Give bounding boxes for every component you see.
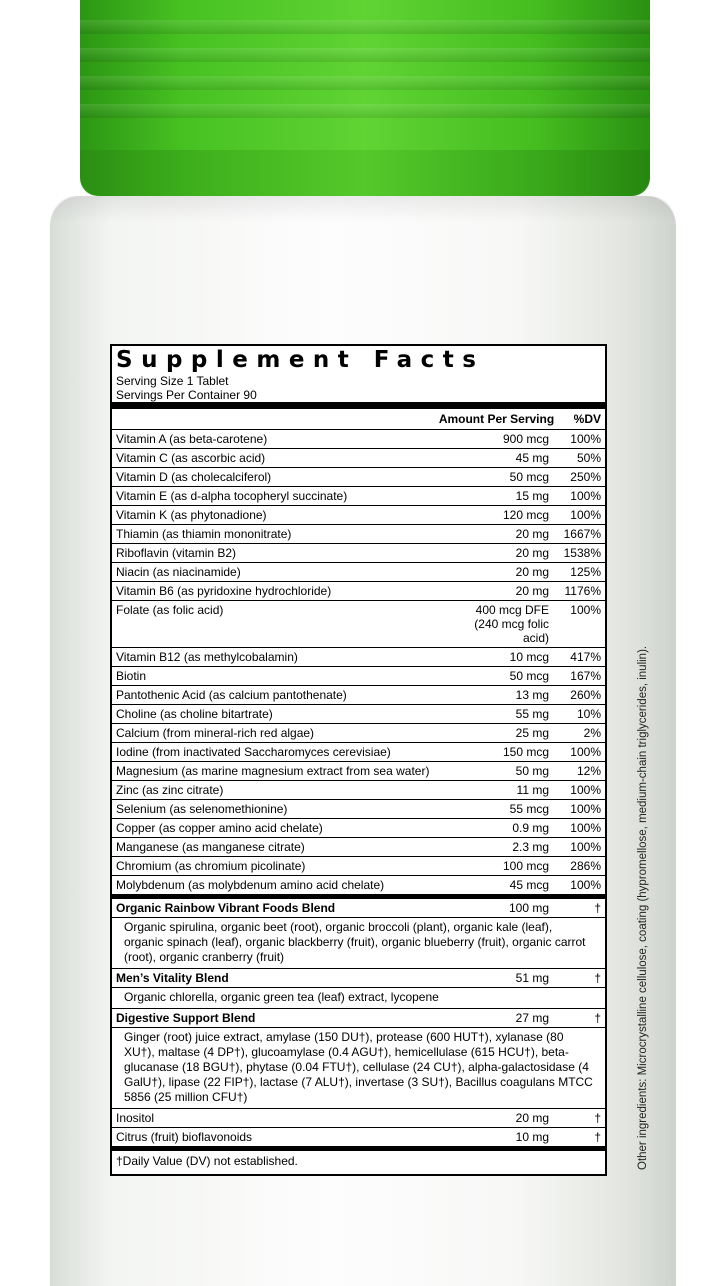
nutrient-amount: 20 mg bbox=[515, 546, 549, 560]
nutrient-amount: 55 mg bbox=[515, 707, 549, 721]
nutrient-dv: 1176% bbox=[564, 584, 601, 598]
nutrient-name: Zinc (as zinc citrate) bbox=[116, 783, 224, 797]
nutrient-amount: 11 mg bbox=[516, 783, 549, 797]
nutrient-dv: 260% bbox=[570, 688, 601, 702]
nutrient-amount: 45 mg bbox=[515, 451, 549, 465]
other-nutrient-dv: † bbox=[594, 1111, 601, 1125]
blend-name: Digestive Support Blend bbox=[116, 1011, 256, 1025]
blend-amount: 100 mg bbox=[508, 901, 549, 915]
nutrient-dv: 1538% bbox=[563, 546, 601, 560]
nutrient-amount: 20 mg bbox=[515, 565, 549, 579]
nutrient-row bbox=[112, 468, 605, 487]
nutrient-name: Niacin (as niacinamide) bbox=[116, 565, 241, 579]
nutrient-dv: 100% bbox=[570, 783, 601, 797]
blend-dv: † bbox=[594, 1011, 601, 1025]
other-nutrient-row bbox=[112, 1109, 605, 1128]
nutrient-dv: 100% bbox=[570, 821, 601, 835]
nutrient-list bbox=[112, 430, 605, 895]
blend-name: Men’s Vitality Blend bbox=[116, 971, 229, 985]
blend-row bbox=[112, 969, 605, 988]
nutrient-amount: 55 mcg bbox=[509, 802, 549, 816]
serving-size: Serving Size 1 Tablet bbox=[116, 374, 229, 388]
nutrient-dv: 100% bbox=[570, 489, 601, 503]
nutrient-dv: 167% bbox=[570, 669, 601, 683]
nutrient-dv: 100% bbox=[570, 508, 601, 522]
nutrient-name: Vitamin B12 (as methylcobalamin) bbox=[116, 650, 298, 664]
nutrient-dv: 100% bbox=[570, 878, 601, 892]
nutrient-row bbox=[112, 563, 605, 582]
nutrient-amount: 20 mg bbox=[515, 527, 549, 541]
nutrient-name: Copper (as copper amino acid chelate) bbox=[116, 821, 323, 835]
blend-name: Organic Rainbow Vibrant Foods Blend bbox=[116, 901, 336, 915]
nutrient-dv: 286% bbox=[570, 859, 601, 873]
nutrient-name: Selenium (as selenomethionine) bbox=[116, 802, 288, 816]
nutrient-row bbox=[112, 582, 605, 601]
nutrient-amount: 50 mcg bbox=[509, 470, 549, 484]
nutrient-amount: 25 mg bbox=[515, 726, 549, 740]
nutrient-amount: 15 mg bbox=[515, 489, 549, 503]
blend-row bbox=[112, 1009, 605, 1028]
nutrient-amount: 0.9 mg bbox=[512, 821, 549, 835]
blend-amount: 27 mg bbox=[515, 1011, 549, 1025]
nutrient-name: Magnesium (as marine magnesium extract from sea water) bbox=[116, 764, 430, 778]
nutrient-row bbox=[112, 743, 605, 762]
nutrient-name: Vitamin D (as cholecalciferol) bbox=[116, 470, 272, 484]
nutrient-name: Choline (as choline bitartrate) bbox=[116, 707, 273, 721]
nutrient-row bbox=[112, 601, 605, 648]
nutrient-row bbox=[112, 781, 605, 800]
nutrient-name: Vitamin B6 (as pyridoxine hydrochloride) bbox=[116, 584, 332, 598]
nutrient-dv: 100% bbox=[570, 802, 601, 816]
cap-lip bbox=[80, 150, 650, 196]
nutrient-dv: 2% bbox=[583, 726, 601, 740]
nutrient-amount: 13 mg bbox=[515, 688, 549, 702]
nutrient-name: Riboflavin (vitamin B2) bbox=[116, 546, 237, 560]
nutrient-amount: 100 mcg bbox=[502, 859, 549, 873]
blend-dv: † bbox=[594, 971, 601, 985]
other-ingredients: Other ingredients: Microcrystalline cellulose, coating (hypromellose, medium-chain triglycerides, inulin). bbox=[637, 645, 649, 1170]
nutrient-row bbox=[112, 449, 605, 468]
nutrient-amount: 45 mcg bbox=[509, 878, 549, 892]
nutrient-row bbox=[112, 705, 605, 724]
nutrient-name: Folate (as folic acid) bbox=[116, 603, 224, 617]
nutrient-amount: 120 mcg bbox=[502, 508, 549, 522]
nutrient-amount: 20 mg bbox=[515, 584, 549, 598]
nutrient-row bbox=[112, 648, 605, 667]
nutrient-name: Molybdenum (as molybdenum amino acid chelate) bbox=[116, 878, 385, 892]
footnote: †Daily Value (DV) not established. bbox=[116, 1154, 298, 1168]
servings-per-container: Servings Per Container 90 bbox=[116, 388, 257, 402]
other-nutrient-name: Citrus (fruit) bioflavonoids bbox=[116, 1130, 253, 1144]
nutrient-name: Vitamin A (as beta-carotene) bbox=[116, 432, 268, 446]
amount-header: Amount Per Serving bbox=[438, 412, 555, 426]
nutrient-row bbox=[112, 876, 605, 895]
nutrient-dv: 125% bbox=[570, 565, 601, 579]
nutrient-amount: 900 mcg bbox=[502, 432, 549, 446]
other-nutrient-amount: 20 mg bbox=[515, 1111, 549, 1125]
blend-list bbox=[112, 899, 605, 1109]
nutrient-name: Manganese (as manganese citrate) bbox=[116, 840, 305, 854]
nutrient-row bbox=[112, 487, 605, 506]
nutrient-dv: 100% bbox=[570, 840, 601, 854]
nutrient-amount: 50 mcg bbox=[509, 669, 549, 683]
nutrient-amount: 50 mg bbox=[515, 764, 549, 778]
blend-ingredients: Organic spirulina, organic beet (root), organic broccoli (plant), organic kale (leaf), organic spinach (leaf), organic blackberry (fruit), organic blueberry (fruit), organic carrot (root), organic cranberry (fruit) bbox=[112, 918, 605, 969]
blend-row bbox=[112, 899, 605, 918]
nutrient-dv: 12% bbox=[576, 764, 601, 778]
nutrient-amount: 10 mcg bbox=[509, 650, 549, 664]
nutrient-amount: 150 mcg bbox=[502, 745, 549, 759]
dv-header: %DV bbox=[573, 412, 601, 426]
blend-ingredients: Ginger (root) juice extract, amylase (150 DU†), protease (600 HUT†), xylanase (80 XU†), maltase (4 DP†), glucoamylase (0.4 AGU†), hemicellulase (615 HCU†), beta-glucanase (18 BGU†), phytase (0.04 FTU†), cellulase (24 CU†), alpha-galactosidase (4 GalU†), lipase (22 FIP†), lactase (7 ALU†), invertase (3 SU†), Bacillus coagulans MTCC 5856 (25 million CFU†) bbox=[112, 1028, 605, 1109]
blend-dv: † bbox=[594, 901, 601, 915]
nutrient-row bbox=[112, 544, 605, 563]
nutrient-dv: 100% bbox=[570, 745, 601, 759]
other-nutrient-name: Inositol bbox=[116, 1111, 155, 1125]
nutrient-dv: 50% bbox=[576, 451, 601, 465]
nutrient-dv: 417% bbox=[570, 650, 601, 664]
nutrient-dv: 100% bbox=[570, 603, 601, 617]
nutrient-name: Thiamin (as thiamin mononitrate) bbox=[116, 527, 292, 541]
panel-title: Supplement Facts bbox=[116, 347, 485, 373]
nutrient-name: Vitamin E (as d-alpha tocopheryl succinate) bbox=[116, 489, 348, 503]
nutrient-dv: 250% bbox=[570, 470, 601, 484]
nutrient-row bbox=[112, 724, 605, 743]
nutrient-row bbox=[112, 667, 605, 686]
nutrient-name: Iodine (from inactivated Saccharomyces cerevisiae) bbox=[116, 745, 391, 759]
other-list bbox=[112, 1109, 605, 1147]
nutrient-name: Calcium (from mineral-rich red algae) bbox=[116, 726, 315, 740]
nutrient-row bbox=[112, 838, 605, 857]
nutrient-dv: 100% bbox=[570, 432, 601, 446]
other-nutrient-amount: 10 mg bbox=[515, 1130, 549, 1144]
nutrient-name: Chromium (as chromium picolinate) bbox=[116, 859, 306, 873]
nutrient-row bbox=[112, 686, 605, 705]
nutrient-amount: 2.3 mg bbox=[512, 840, 549, 854]
nutrient-name: Vitamin K (as phytonadione) bbox=[116, 508, 267, 522]
divider-thick bbox=[112, 402, 605, 409]
nutrient-amount: 400 mcg DFE (240 mcg folic acid) bbox=[474, 603, 549, 645]
nutrient-row bbox=[112, 762, 605, 781]
nutrient-dv: 1667% bbox=[563, 527, 601, 541]
bottle-cap bbox=[80, 0, 650, 196]
blend-amount: 51 mg bbox=[515, 971, 549, 985]
column-header bbox=[112, 409, 605, 430]
nutrient-row bbox=[112, 800, 605, 819]
nutrient-row bbox=[112, 430, 605, 449]
nutrient-row bbox=[112, 857, 605, 876]
supplement-facts-panel bbox=[110, 344, 607, 1176]
bottle-shoulder bbox=[50, 196, 676, 222]
other-nutrient-row bbox=[112, 1128, 605, 1147]
nutrient-dv: 10% bbox=[576, 707, 601, 721]
nutrient-row bbox=[112, 525, 605, 544]
nutrient-row bbox=[112, 506, 605, 525]
blend-ingredients: Organic chlorella, organic green tea (leaf) extract, lycopene bbox=[112, 988, 605, 1009]
nutrient-name: Biotin bbox=[116, 669, 147, 683]
nutrient-row bbox=[112, 819, 605, 838]
nutrient-name: Vitamin C (as ascorbic acid) bbox=[116, 451, 266, 465]
nutrient-name: Pantothenic Acid (as calcium pantothenate) bbox=[116, 688, 347, 702]
other-nutrient-dv: † bbox=[594, 1130, 601, 1144]
